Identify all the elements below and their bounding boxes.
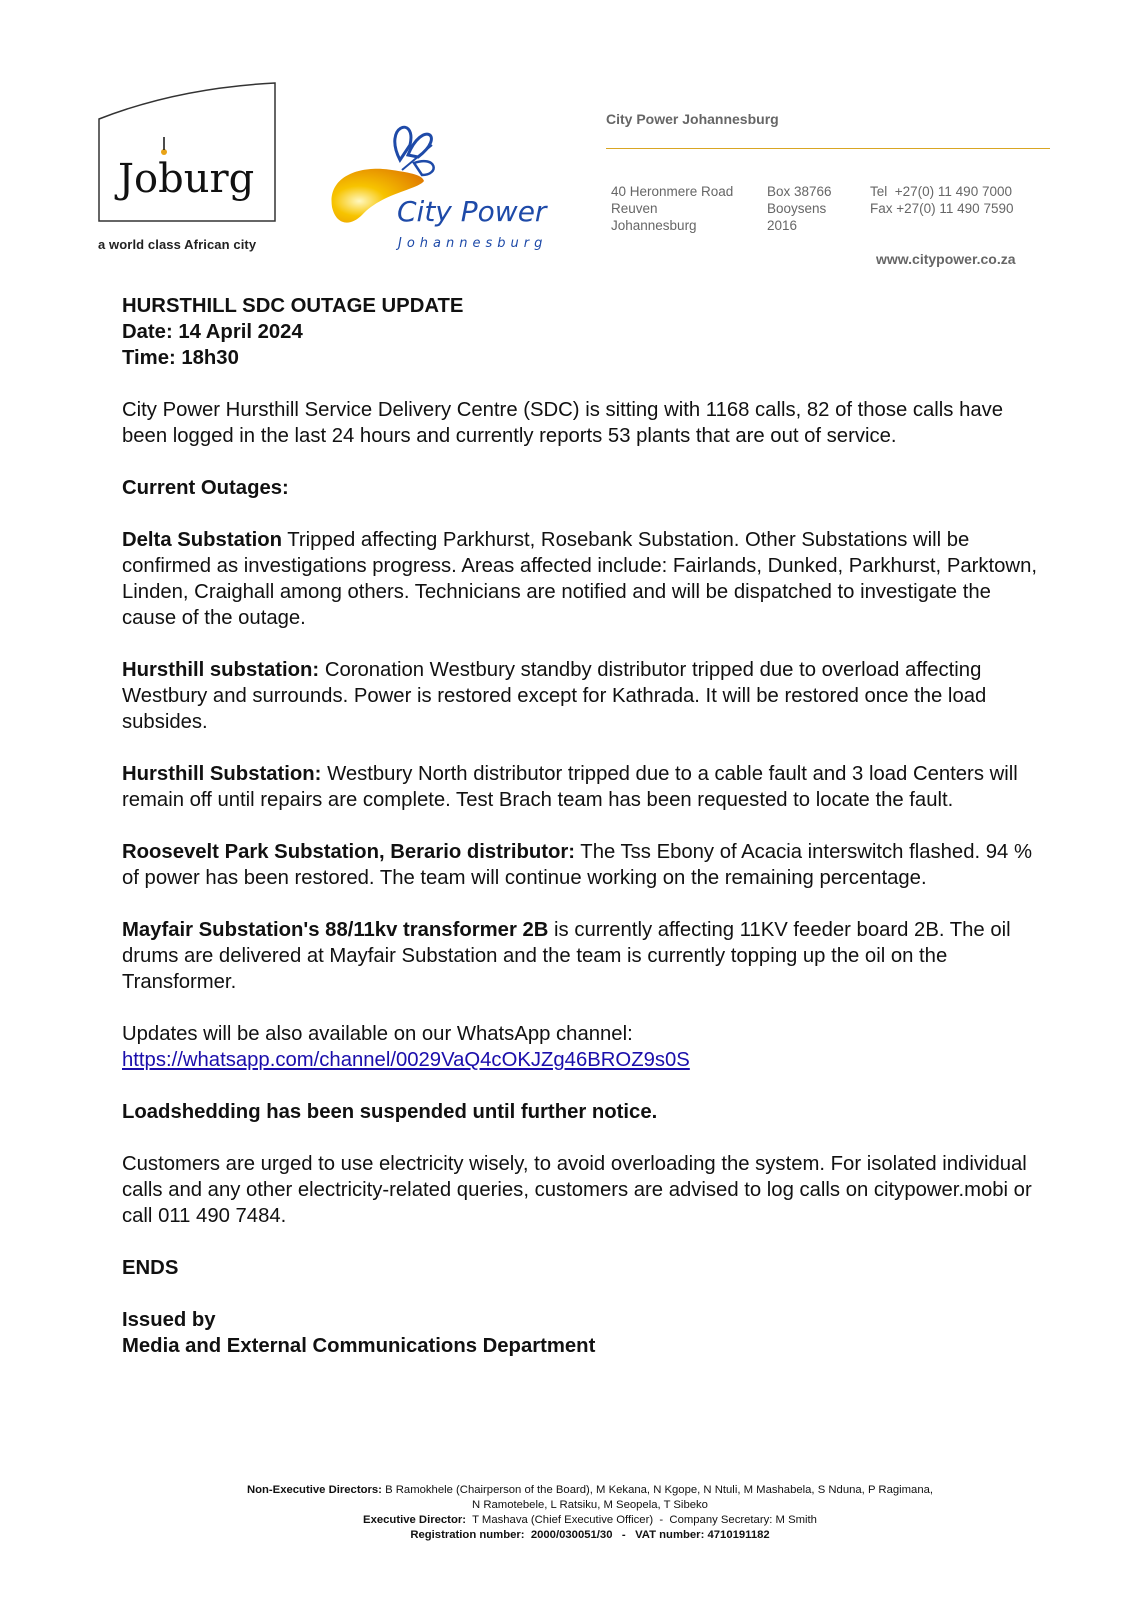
city-power-wordmark: City Power — [397, 195, 547, 228]
issued-by-block — [122, 1307, 1037, 1359]
outage-text: Westbury North distributor tripped due to a cable fault and 3 load Centers will remain off until repairs are complete. Test Brach team has been requested to locate the fault. — [122, 763, 1018, 811]
joburg-tagline: a world class African city — [98, 237, 257, 252]
closing-paragraph: Customers are urged to use electricity wisely, to avoid overloading the system. For isolated individual calls and any other electricity-related queries, customers are advised to log calls on citypower.mobi or call 011 490 7484. — [122, 1153, 1032, 1227]
registration-details: Registration number: 2000/030051/30 - VAT number: 4710191182 — [410, 1529, 770, 1541]
fax: Fax +27(0) 11 490 7590 — [870, 201, 1014, 216]
executive-director: Executive Director: T Mashava (Chief Executive Officer) - Company Secretary: M Smith — [363, 1514, 817, 1526]
joburg-wordmark: Joburg — [118, 156, 255, 202]
outage-lead: Hursthill substation: — [122, 659, 320, 681]
outage-lead: Roosevelt Park Substation, Berario distributor: — [122, 841, 576, 863]
address-box — [767, 183, 832, 234]
footer — [150, 1483, 1030, 1543]
city-power-logo — [322, 115, 572, 255]
address-line: Johannesburg — [611, 218, 697, 233]
outage-item — [122, 527, 1037, 631]
address-line: Reuven — [611, 201, 658, 216]
document-date: Date: 14 April 2024 — [122, 321, 303, 343]
address-line: 2016 — [767, 218, 798, 233]
outage-lead: Mayfair Substation's 88/11kv transformer 2B — [122, 919, 549, 941]
outage-text: The Tss Ebony of Acacia interswitch flashed. 94 % of power has been restored. The team will continue working on the remaining percentage. — [122, 841, 1032, 889]
outage-text: Coronation Westbury standby distributor tripped due to overload affecting Westbury and surrounds. Power is restored except for Kathrada. It will be restored once the load subsides. — [122, 659, 987, 733]
whatsapp-paragraph — [122, 1021, 1037, 1073]
outage-item — [122, 657, 1037, 735]
non-executive-directors: Non-Executive Directors: B Ramokhele (Chairperson of the Board), M Kekana, N Kgope, N Ntuli, M Mashabela, S Nduna, P Ragimana, — [246, 1484, 934, 1496]
document-heading — [122, 293, 1037, 371]
outage-item — [122, 761, 1037, 813]
issued-by-label: Issued by — [122, 1309, 216, 1331]
ends-marker: ENDS — [122, 1257, 179, 1279]
whatsapp-text: Updates will be also available on our WhatsApp channel: — [122, 1023, 633, 1045]
loadshedding-notice: Loadshedding has been suspended until further notice. — [122, 1101, 658, 1123]
address-line: 40 Heronmere Road — [611, 184, 734, 199]
document-body — [122, 293, 1037, 1359]
outage-text: is currently affecting 11KV feeder board 2B. The oil drums are delivered at Mayfair Substation and the team is currently topping up the oil on the Transformer. — [122, 919, 1011, 993]
outage-lead: Delta Substation — [122, 529, 283, 551]
whatsapp-link[interactable]: https://whatsapp.com/channel/0029VaQ4cOKJZg46BROZ9s0S — [122, 1049, 690, 1071]
address-line: Booysens — [767, 201, 827, 216]
address-line: Box 38766 — [767, 184, 832, 199]
intro-paragraph: City Power Hursthill Service Delivery Centre (SDC) is sitting with 1168 calls, 82 of those calls have been logged in the last 24 hours and currently reports 53 plants that are out of service. — [122, 399, 1004, 447]
joburg-logo — [98, 82, 278, 222]
company-name: City Power Johannesburg — [606, 111, 779, 127]
website-link[interactable]: www.citypower.co.za — [876, 251, 1016, 267]
telephone: Tel +27(0) 11 490 7000 — [870, 184, 1012, 199]
contact-numbers — [870, 183, 1013, 217]
city-power-subtitle: Johannesburg — [398, 236, 548, 251]
outage-item — [122, 839, 1037, 891]
outage-lead: Hursthill Substation: — [122, 763, 322, 785]
outage-text: Tripped affecting Parkhurst, Rosebank Substation. Other Substations will be confirmed as investigations progress. Areas affected include: Fairlands, Dunked, Parkhurst, Parktown, Linden, Craighall among others. Technicians are notified and will be dispatched to investigate the cause of the outage. — [122, 529, 1037, 629]
document-title: HURSTHILL SDC OUTAGE UPDATE — [122, 295, 464, 317]
header-divider — [606, 148, 1050, 149]
current-outages-heading: Current Outages: — [122, 477, 289, 499]
document-time: Time: 18h30 — [122, 347, 239, 369]
issuing-department: Media and External Communications Department — [122, 1335, 596, 1357]
non-executive-directors-cont: N Ramotebele, L Ratsiku, M Seopela, T Sibeko — [472, 1499, 708, 1511]
address-street — [611, 183, 733, 234]
outage-item — [122, 917, 1037, 995]
